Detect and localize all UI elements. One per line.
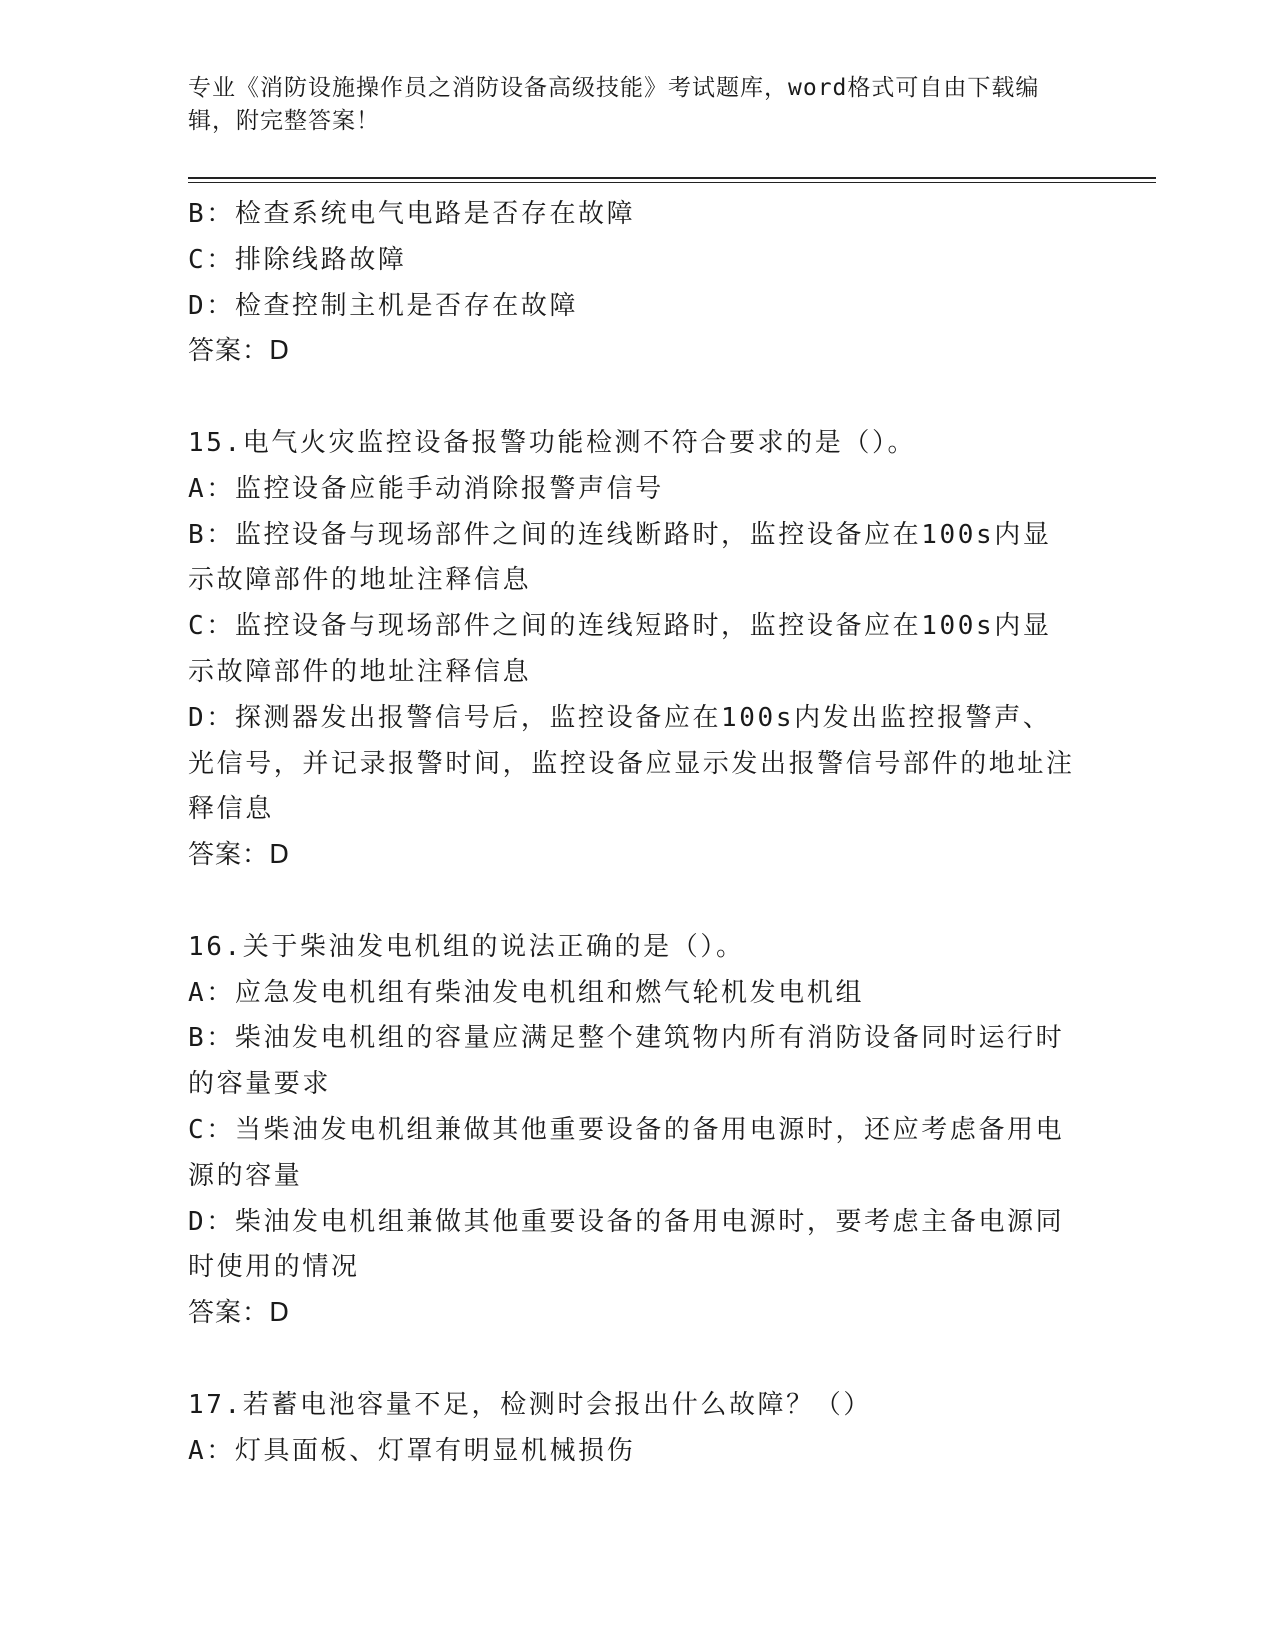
question-content: [188, 192, 1078, 1474]
option-d: D：柴油发电机组兼做其他重要设备的备用电源时，要考虑主备电源同时使用的情况: [188, 1206, 1065, 1283]
spacer: [188, 879, 1078, 925]
page-header: 专业《消防设施操作员之消防设备高级技能》考试题库，word格式可自由下载编辑，附完整答案！: [188, 75, 1040, 134]
header-rule-thin: [188, 182, 1156, 183]
option-c: C：监控设备与现场部件之间的连线短路时，监控设备应在100s内显示故障部件的地址注释信息: [188, 611, 1052, 687]
answer: 答案：D: [188, 1298, 291, 1329]
option-a: A：灯具面板、灯罩有明显机械损伤: [188, 1435, 636, 1466]
option-a: A：监控设备应能手动消除报警声信号: [188, 473, 664, 504]
header-rule-thick: [188, 177, 1156, 179]
question-15: [188, 421, 1078, 879]
answer: 答案：D: [188, 840, 291, 871]
question-text: 15.电气火灾监控设备报警功能检测不符合要求的是（）。: [188, 427, 917, 458]
option-d: D：探测器发出报警信号后，监控设备应在100s内发出监控报警声、光信号，并记录报警时间，监控设备应显示发出报警信号部件的地址注释信息: [188, 702, 1075, 825]
answer: 答案：D: [188, 336, 291, 367]
question-14-tail: [188, 192, 1078, 375]
option-b: B：柴油发电机组的容量应满足整个建筑物内所有消防设备同时运行时的容量要求: [188, 1023, 1065, 1100]
spacer: [188, 1337, 1078, 1383]
option-c: C：当柴油发电机组兼做其他重要设备的备用电源时，还应考虑备用电源的容量: [188, 1114, 1065, 1191]
option-c: C：排除线路故障: [188, 244, 407, 275]
question-text: 16.关于柴油发电机组的说法正确的是（）。: [188, 931, 745, 962]
question-17: [188, 1383, 1078, 1475]
question-text: 17.若蓄电池容量不足，检测时会报出什么故障？（）: [188, 1389, 872, 1420]
option-a: A：应急发电机组有柴油发电机组和燃气轮机发电机组: [188, 977, 865, 1008]
option-b: B：检查系统电气电路是否存在故障: [188, 199, 636, 229]
option-b: B：监控设备与现场部件之间的连线断路时，监控设备应在100s内显示故障部件的地址注释信息: [188, 519, 1052, 596]
spacer: [188, 375, 1078, 421]
option-d: D：检查控制主机是否存在故障: [188, 290, 579, 321]
question-16: [188, 925, 1078, 1337]
